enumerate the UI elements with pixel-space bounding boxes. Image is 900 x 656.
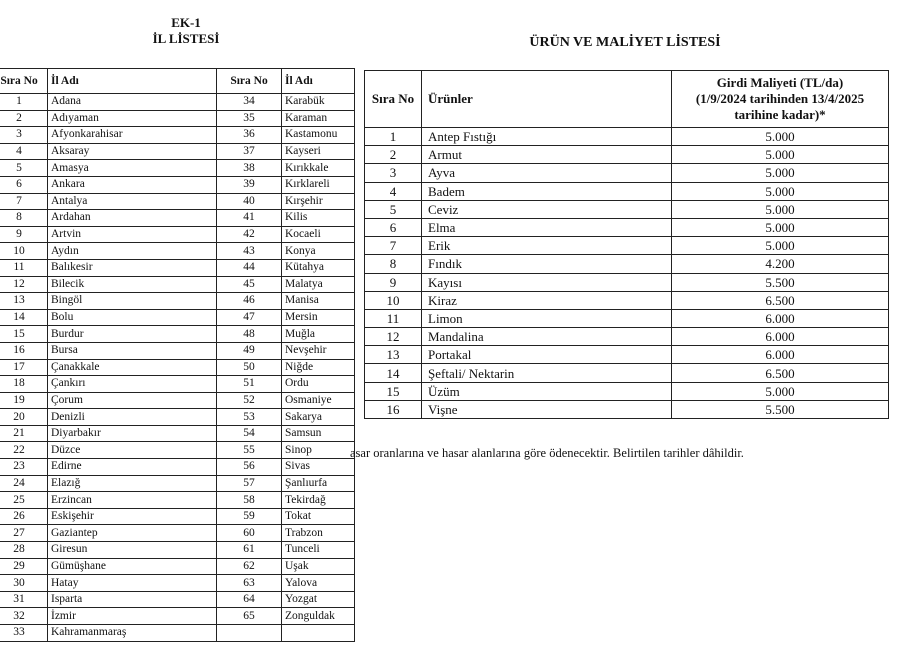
product-cost-section [350,0,900,656]
header-province-2: İl Adı [282,69,355,94]
province-name: Çanakkale [48,359,217,376]
province-name-2: Kocaeli [282,226,355,243]
product-name: Badem [422,182,672,200]
province-name-2: Kayseri [282,143,355,160]
table-row [365,382,889,400]
table-row [0,475,355,492]
province-no-2: 36 [217,127,282,144]
province-table [0,68,355,642]
province-no: 23 [0,459,48,476]
table-row [0,143,355,160]
province-no-2: 47 [217,309,282,326]
product-cost: 5.000 [672,218,889,236]
province-name-2: Nevşehir [282,342,355,359]
province-no-2: 34 [217,94,282,111]
product-no: 14 [365,364,422,382]
table-row [0,359,355,376]
province-no: 16 [0,342,48,359]
province-no: 15 [0,326,48,343]
province-name: Ardahan [48,210,217,227]
product-no: 3 [365,164,422,182]
table-row [0,575,355,592]
product-name: Fındık [422,255,672,273]
province-no: 6 [0,176,48,193]
province-no: 22 [0,442,48,459]
table-row [365,146,889,164]
product-no: 8 [365,255,422,273]
province-no: 26 [0,508,48,525]
product-cost: 4.200 [672,255,889,273]
province-no-2: 59 [217,508,282,525]
table-row [0,392,355,409]
province-no: 2 [0,110,48,127]
province-no: 7 [0,193,48,210]
table-row [0,492,355,509]
province-name-2: Sakarya [282,409,355,426]
province-name: Afyonkarahisar [48,127,217,144]
province-no-2: 41 [217,210,282,227]
province-name-2: Mersin [282,309,355,326]
product-name: Vişne [422,400,672,418]
province-no-2: 45 [217,276,282,293]
province-no: 4 [0,143,48,160]
province-name-2 [282,625,355,642]
province-name-2: Kilis [282,210,355,227]
province-name-2: Malatya [282,276,355,293]
province-no: 29 [0,558,48,575]
province-name: Balıkesir [48,259,217,276]
table-row [0,176,355,193]
province-no-2: 49 [217,342,282,359]
product-name: Portakal [422,346,672,364]
province-name: Diyarbakır [48,425,217,442]
province-name: Gaziantep [48,525,217,542]
province-list-section [0,0,362,656]
province-no-2: 35 [217,110,282,127]
province-name: Ankara [48,176,217,193]
product-no: 5 [365,200,422,218]
province-name: Kahramanmaraş [48,625,217,642]
product-name: Ayva [422,164,672,182]
province-name: Bolu [48,309,217,326]
table-row [365,273,889,291]
province-name-2: Sivas [282,459,355,476]
product-name: Kayısı [422,273,672,291]
province-name: Gümüşhane [48,558,217,575]
province-name-2: Zonguldak [282,608,355,625]
table-row [0,425,355,442]
province-name: Aksaray [48,143,217,160]
province-no-2: 54 [217,425,282,442]
footnote: asar oranlarına ve hasar alanlarına göre ödenecektir. Belirtilen tarihler dâhildir. [350,446,744,460]
province-name: Bilecik [48,276,217,293]
province-name-2: Kastamonu [282,127,355,144]
annex-label: EK-1 [171,15,201,30]
table-row [365,218,889,236]
province-no: 30 [0,575,48,592]
province-name: Hatay [48,575,217,592]
province-name: Bursa [48,342,217,359]
province-name-2: Uşak [282,558,355,575]
province-name-2: Kırıkkale [282,160,355,177]
header-no-2: Sıra No [217,69,282,94]
table-row [0,110,355,127]
product-table-header [365,71,889,128]
province-name-2: Kütahya [282,259,355,276]
province-no-2: 63 [217,575,282,592]
province-name-2: Kırşehir [282,193,355,210]
province-no-2: 64 [217,591,282,608]
table-row [0,459,355,476]
province-name: Elazığ [48,475,217,492]
province-name-2: Kırklareli [282,176,355,193]
table-row [365,346,889,364]
table-row [365,364,889,382]
table-row [0,525,355,542]
province-name: Çankırı [48,376,217,393]
header-products: Ürünler [422,71,672,128]
province-name: İzmir [48,608,217,625]
province-no: 20 [0,409,48,426]
province-list-title: İL LİSTESİ [152,31,220,46]
product-name: Limon [422,309,672,327]
product-no: 6 [365,218,422,236]
product-cost: 5.000 [672,237,889,255]
province-no: 8 [0,210,48,227]
product-no: 16 [365,400,422,418]
province-name: Düzce [48,442,217,459]
province-no: 3 [0,127,48,144]
province-no-2: 55 [217,442,282,459]
province-no-2: 58 [217,492,282,509]
province-no-2: 57 [217,475,282,492]
table-row [0,409,355,426]
province-no-2: 52 [217,392,282,409]
table-row [0,558,355,575]
table-row [0,376,355,393]
table-row [365,400,889,418]
province-name-2: Niğde [282,359,355,376]
product-name: Armut [422,146,672,164]
table-row [365,291,889,309]
province-name-2: Tokat [282,508,355,525]
province-no-2: 44 [217,259,282,276]
province-no: 1 [0,94,48,111]
product-cost: 5.000 [672,200,889,218]
table-row [0,160,355,177]
province-no-2: 62 [217,558,282,575]
table-row [0,326,355,343]
table-row [0,193,355,210]
product-cost: 6.500 [672,364,889,382]
product-name: Kiraz [422,291,672,309]
province-no-2: 37 [217,143,282,160]
header-cost [672,71,889,128]
product-name: Mandalina [422,328,672,346]
province-no: 10 [0,243,48,260]
product-cost: 5.000 [672,182,889,200]
table-row [0,309,355,326]
product-no: 2 [365,146,422,164]
header-cost-line-1: Girdi Maliyeti (TL/da) [716,75,844,90]
province-no-2: 40 [217,193,282,210]
province-no: 27 [0,525,48,542]
province-no-2: 53 [217,409,282,426]
table-row [0,94,355,111]
product-name: Şeftali/ Nektarin [422,364,672,382]
product-name: Erik [422,237,672,255]
province-no-2: 51 [217,376,282,393]
table-row [0,226,355,243]
province-name-2: Muğla [282,326,355,343]
province-no-2: 65 [217,608,282,625]
product-no: 10 [365,291,422,309]
table-row [365,309,889,327]
header-no: Sıra No [0,69,48,94]
product-no: 1 [365,128,422,146]
product-name: Antep Fıstığı [422,128,672,146]
province-name-2: Karabük [282,94,355,111]
product-no: 7 [365,237,422,255]
table-row [365,182,889,200]
province-name: Antalya [48,193,217,210]
table-row [365,164,889,182]
product-cost: 6.000 [672,328,889,346]
province-no: 11 [0,259,48,276]
province-name-2: Karaman [282,110,355,127]
product-no: 13 [365,346,422,364]
province-no-2: 60 [217,525,282,542]
province-no: 33 [0,625,48,642]
province-name: Burdur [48,326,217,343]
province-no: 9 [0,226,48,243]
province-no-2: 56 [217,459,282,476]
table-row [0,259,355,276]
product-table [364,70,889,419]
province-name: Adıyaman [48,110,217,127]
product-no: 15 [365,382,422,400]
province-no: 28 [0,542,48,559]
table-row [365,200,889,218]
province-no: 18 [0,376,48,393]
header-cost-line-2: (1/9/2024 tarihinden 13/4/2025 [695,91,865,106]
product-no: 11 [365,309,422,327]
province-name-2: Tekirdağ [282,492,355,509]
province-name: Eskişehir [48,508,217,525]
province-no-2: 39 [217,176,282,193]
province-no: 21 [0,425,48,442]
product-cost: 5.000 [672,128,889,146]
product-cost: 5.500 [672,400,889,418]
province-name: Amasya [48,160,217,177]
province-name: Aydın [48,243,217,260]
table-row [0,608,355,625]
table-row [0,342,355,359]
table-row [0,293,355,310]
province-no-2: 50 [217,359,282,376]
product-no: 12 [365,328,422,346]
product-no: 4 [365,182,422,200]
product-cost: 6.000 [672,309,889,327]
table-row [0,210,355,227]
province-name: Adana [48,94,217,111]
province-name: Edirne [48,459,217,476]
product-name: Üzüm [422,382,672,400]
province-name-2: Yalova [282,575,355,592]
province-no: 24 [0,475,48,492]
province-no: 17 [0,359,48,376]
product-cost: 6.500 [672,291,889,309]
table-row [0,625,355,642]
table-row [0,276,355,293]
province-no-2: 38 [217,160,282,177]
table-row [0,508,355,525]
table-row [365,237,889,255]
table-row [365,128,889,146]
table-row [0,542,355,559]
product-cost: 6.000 [672,346,889,364]
product-cost: 5.000 [672,382,889,400]
table-row [365,328,889,346]
province-no-2 [217,625,282,642]
province-name: Çorum [48,392,217,409]
table-row [0,591,355,608]
product-cost: 5.000 [672,146,889,164]
header-no: Sıra No [365,71,422,128]
province-name: Giresun [48,542,217,559]
province-name: Erzincan [48,492,217,509]
province-name-2: Manisa [282,293,355,310]
province-name-2: Tunceli [282,542,355,559]
province-name-2: Samsun [282,425,355,442]
header-province: İl Adı [48,69,217,94]
province-name-2: Ordu [282,376,355,393]
province-no: 5 [0,160,48,177]
product-list-title: ÜRÜN VE MALİYET LİSTESİ [529,35,721,50]
province-name: Artvin [48,226,217,243]
province-no-2: 61 [217,542,282,559]
province-no: 31 [0,591,48,608]
product-cost: 5.500 [672,273,889,291]
province-name-2: Şanlıurfa [282,475,355,492]
province-no: 14 [0,309,48,326]
province-no: 12 [0,276,48,293]
province-name: Denizli [48,409,217,426]
province-no-2: 43 [217,243,282,260]
table-row [0,243,355,260]
province-table-header [0,69,355,94]
product-cost: 5.000 [672,164,889,182]
header-cost-line-3: tarihine kadar)* [734,107,826,122]
province-name-2: Trabzon [282,525,355,542]
province-name-2: Sinop [282,442,355,459]
table-row [365,255,889,273]
province-no-2: 46 [217,293,282,310]
table-row [0,442,355,459]
product-no: 9 [365,273,422,291]
province-no: 19 [0,392,48,409]
product-name: Elma [422,218,672,236]
province-name-2: Osmaniye [282,392,355,409]
province-name: Isparta [48,591,217,608]
product-name: Ceviz [422,200,672,218]
table-row [0,127,355,144]
province-name-2: Yozgat [282,591,355,608]
province-no: 13 [0,293,48,310]
province-no: 32 [0,608,48,625]
province-name-2: Konya [282,243,355,260]
province-no: 25 [0,492,48,509]
province-no-2: 48 [217,326,282,343]
province-name: Bingöl [48,293,217,310]
province-no-2: 42 [217,226,282,243]
